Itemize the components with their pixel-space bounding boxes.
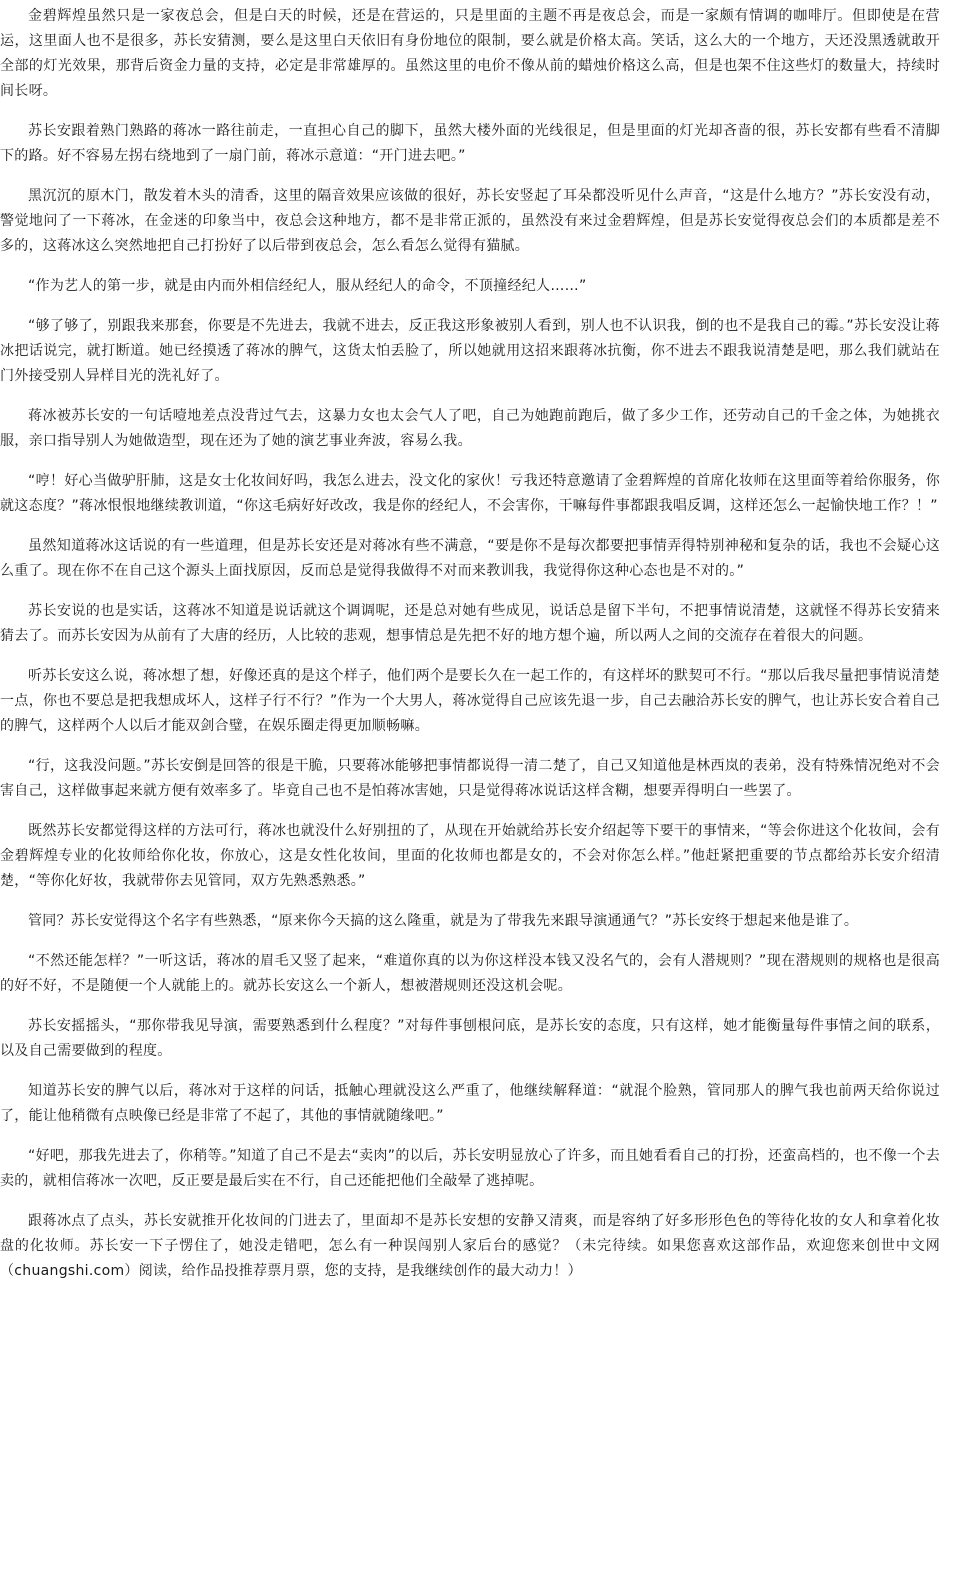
paragraph: 苏长安摇摇头，“那你带我见导演，需要熟悉到什么程度？”对每件事刨根问底，是苏长安的态度，只有这样，她才能衡量每件事情之间的联系，以及自己需要做到的程度。	[0, 1018, 940, 1059]
paragraph: 苏长安跟着熟门熟路的蒋冰一路往前走，一直担心自己的脚下，虽然大楼外面的光线很足，但是里面的灯光却吝啬的很，苏长安都有些看不清脚下的路。好不容易左拐右绕地到了一扇门前，蒋冰示意道：“开门进去吧。”	[0, 123, 940, 164]
paragraph: “行，这我没问题。”苏长安倒是回答的很是干脆，只要蒋冰能够把事情都说得一清二楚了，自己又知道他是林西岚的表弟，没有特殊情况绝对不会害自己，这样做事起来就方便有效率多了。毕竟自己也不是怕蒋冰害她，只是觉得蒋冰说话这样含糊，想要弄得明白一些罢了。	[0, 758, 940, 799]
paragraph: 苏长安说的也是实话，这蒋冰不知道是说话就这个调调呢，还是总对她有些成见，说话总是留下半句，不把事情说清楚，这就怪不得苏长安猜来猜去了。而苏长安因为从前有了大唐的经历，人比较的悲观，想事情总是先把不好的地方想个遍，所以两人之间的交流存在着很大的问题。	[0, 603, 940, 644]
paragraph: 蒋冰被苏长安的一句话噎地差点没背过气去，这暴力女也太会气人了吧，自己为她跑前跑后，做了多少工作，还劳动自己的千金之体，为她挑衣服，亲口指导别人为她做造型，现在还为了她的演艺事业奔波，容易么我。	[0, 408, 940, 449]
paragraph: 金碧辉煌虽然只是一家夜总会，但是白天的时候，还是在营运的，只是里面的主题不再是夜总会，而是一家颇有情调的咖啡厅。但即使是在营运，这里面人也不是很多，苏长安猜测，要么是这里白天依旧有身份地位的限制，要么就是价格太高。笑话，这么大的一个地方，天还没黑透就敢开全部的灯光效果，那背后资金力量的支持，必定是非常雄厚的。虽然这里的电价不像从前的蜡烛价格这么高，但是也架不住这些灯的数量大，持续时间长呀。	[0, 8, 940, 99]
paragraph: 知道苏长安的脾气以后，蒋冰对于这样的问话，抵触心理就没这么严重了，他继续解释道：“就混个脸熟，管同那人的脾气我也前两天给你说过了，能让他稍微有点映像已经是非常了不起了，其他的事情就随缘吧。”	[0, 1083, 940, 1124]
paragraph: “够了够了，别跟我来那套，你要是不先进去，我就不进去，反正我这形象被别人看到，别人也不认识我，倒的也不是我自己的霉。”苏长安没让蒋冰把话说完，就打断道。她已经摸透了蒋冰的脾气，这货太怕丢脸了，所以她就用这招来跟蒋冰抗衡，你不进去不跟我说清楚是吧，那么我们就站在门外接受别人异样目光的洗礼好了。	[0, 318, 940, 384]
paragraph: 管同？苏长安觉得这个名字有些熟悉，“原来你今天搞的这么隆重，就是为了带我先来跟导演通通气？”苏长安终于想起来他是谁了。	[28, 913, 859, 929]
paragraph: 既然苏长安都觉得这样的方法可行，蒋冰也就没什么好别扭的了，从现在开始就给苏长安介绍起等下要干的事情来，“等会你进这个化妆间，会有金碧辉煌专业的化妆师给你化妆，你放心，这是女性化妆间，里面的化妆师也都是女的，不会对你怎么样。”他赶紧把重要的节点都给苏长安介绍清楚，“等你化好妆，我就带你去见管同，双方先熟悉熟悉。”	[0, 823, 940, 889]
paragraph: “哼！好心当做驴肝肺，这是女士化妆间好吗，我怎么进去，没文化的家伙！亏我还特意邀请了金碧辉煌的首席化妆师在这里面等着给你服务，你就这态度？”蒋冰恨恨地继续教训道，“你这毛病好好改改，我是你的经纪人，不会害你，干嘛每件事都跟我唱反调，这样还怎么一起愉快地工作？！”	[0, 473, 940, 514]
paragraph: 听苏长安这么说，蒋冰想了想，好像还真的是这个样子，他们两个是要长久在一起工作的，有这样坏的默契可不行。“那以后我尽量把事情说清楚一点，你也不要总是把我想成坏人，这样子行不行？”作为一个大男人，蒋冰觉得自己应该先退一步，自己去融洽苏长安的脾气，也让苏长安合着自己的脾气，这样两个人以后才能双剑合璧，在娱乐圈走得更加顺畅嘛。	[0, 668, 940, 734]
paragraph: “作为艺人的第一步，就是由内而外相信经纪人，服从经纪人的命令，不顶撞经纪人……”	[28, 278, 587, 294]
article-body	[0, 4, 940, 1524]
paragraph: 跟蒋冰点了点头，苏长安就推开化妆间的门进去了，里面却不是苏长安想的安静又清爽，而是容纳了好多形形色色的等待化妆的女人和拿着化妆盘的化妆师。苏长安一下子愣住了，她没走错吧，怎么有一种误闯别人家后台的感觉？（未完待续。如果您喜欢这部作品，欢迎您来创世中文网（chuangshi.com）阅读，给作品投推荐票月票，您的支持，是我继续创作的最大动力！）	[0, 1213, 940, 1279]
paragraph: “不然还能怎样？”一听这话，蒋冰的眉毛又竖了起来，“难道你真的以为你这样没本钱又没名气的，会有人潜规则？”现在潜规则的规格也是很高的好不好，不是随便一个人就能上的。就苏长安这么一个新人，想被潜规则还没这机会呢。	[0, 953, 940, 994]
paragraph: 虽然知道蒋冰这话说的有一些道理，但是苏长安还是对蒋冰有些不满意，“要是你不是每次都要把事情弄得特别神秘和复杂的话，我也不会疑心这么重了。现在你不在自己这个源头上面找原因，反而总是觉得我做得不对而来教训我，我觉得你这种心态也是不对的。”	[0, 538, 940, 579]
paragraph: “好吧，那我先进去了，你稍等。”知道了自己不是去“卖肉”的以后，苏长安明显放心了许多，而且她看看自己的打扮，还蛮高档的，也不像一个去卖的，就相信蒋冰一次吧，反正要是最后实在不行，自己还能把他们全敲晕了逃掉呢。	[0, 1148, 940, 1189]
paragraph: 黑沉沉的原木门，散发着木头的清香，这里的隔音效果应该做的很好，苏长安竖起了耳朵都没听见什么声音，“这是什么地方？”苏长安没有动，警觉地问了一下蒋冰，在金迷的印象当中，夜总会这种地方，都不是非常正派的，虽然没有来过金碧辉煌，但是苏长安觉得夜总会们的本质都是差不多的，这蒋冰这么突然地把自己打扮好了以后带到夜总会，怎么看怎么觉得有猫腻。	[0, 188, 940, 254]
